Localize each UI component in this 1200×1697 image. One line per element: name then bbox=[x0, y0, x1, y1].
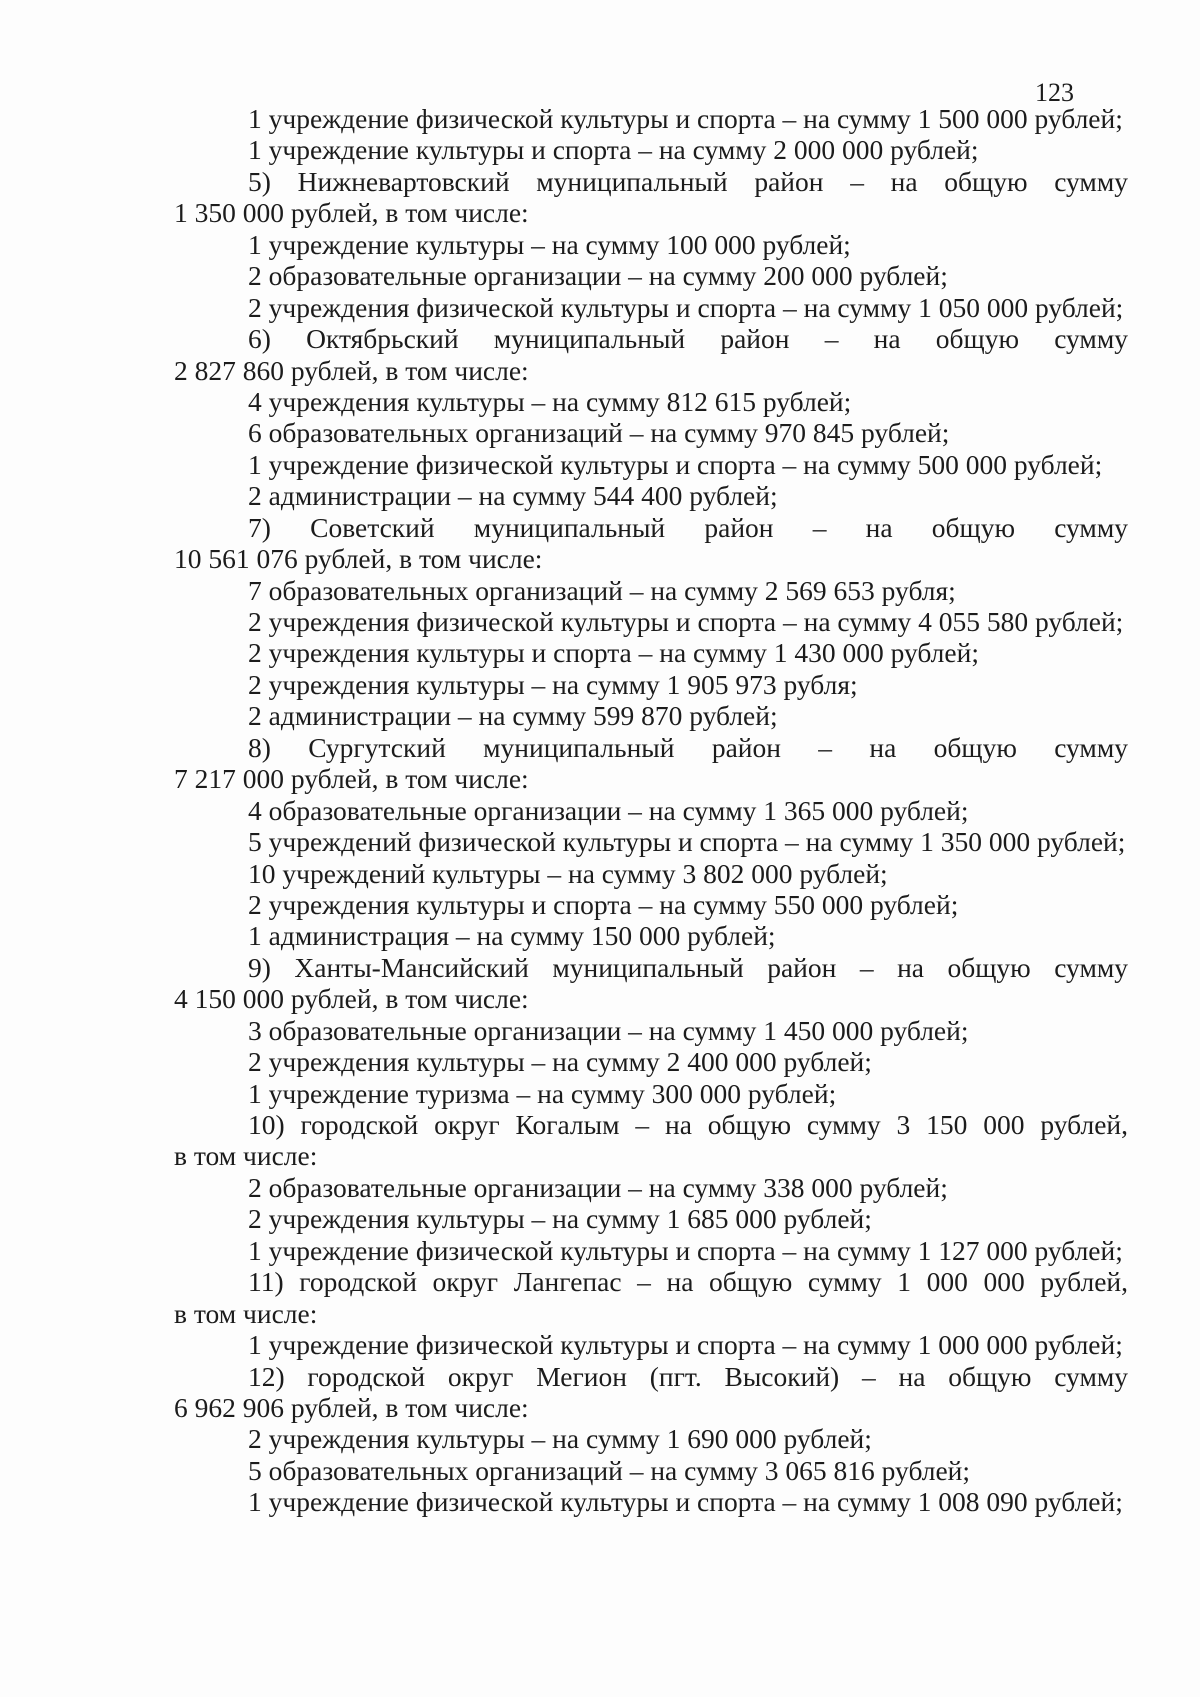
list-item-line: 2 учреждения культуры и спорта – на сумму 1 430 000 рублей; bbox=[248, 637, 979, 669]
paragraph-heading-line: 8) Сургутский муниципальный район – на общую сумму bbox=[248, 731, 1128, 763]
paragraph-continuation-line: 4 150 000 рублей, в том числе: bbox=[174, 983, 529, 1015]
list-item-line: 1 учреждение туризма – на сумму 300 000 рублей; bbox=[248, 1077, 837, 1109]
paragraph-heading-line: 6) Октябрьский муниципальный район – на общую сумму bbox=[248, 323, 1128, 355]
list-item-line: 7 образовательных организаций – на сумму 2 569 653 рубля; bbox=[248, 574, 956, 606]
list-item-line: 6 образовательных организаций – на сумму 970 845 рублей; bbox=[248, 417, 950, 449]
list-item-line: 1 учреждение физической культуры и спорта – на сумму 1 127 000 рублей; bbox=[248, 1234, 1123, 1266]
list-item-line: 5 образовательных организаций – на сумму 3 065 816 рублей; bbox=[248, 1454, 971, 1486]
list-item-line: 2 учреждения физической культуры и спорта – на сумму 4 055 580 рублей; bbox=[248, 606, 1124, 637]
page-number: 123 bbox=[1035, 78, 1074, 107]
paragraph-continuation-line: 2 827 860 рублей, в том числе: bbox=[174, 354, 529, 386]
paragraph-heading-line: 9) Ханты-Мансийский муниципальный район – на общую сумму bbox=[248, 951, 1128, 983]
list-item-line: 2 учреждения культуры – на сумму 1 905 973 рубля; bbox=[248, 668, 858, 700]
document-body bbox=[174, 103, 1128, 1518]
paragraph-continuation-line: 6 962 906 рублей, в том числе: bbox=[174, 1391, 529, 1423]
paragraph-continuation-line: 1 350 000 рублей, в том числе: bbox=[174, 197, 529, 229]
list-item-line: 2 учреждения культуры – на сумму 2 400 000 рублей; bbox=[248, 1046, 872, 1078]
paragraph-continuation-line: 7 217 000 рублей, в том числе: bbox=[174, 763, 529, 795]
paragraph-continuation-line: 10 561 076 рублей, в том числе: bbox=[174, 543, 543, 575]
list-item-line: 2 администрации – на сумму 599 870 рублей; bbox=[248, 700, 778, 732]
paragraph-heading-line: 12) городской округ Мегион (пгт. Высокий) – на общую сумму bbox=[248, 1360, 1128, 1392]
list-item-line: 1 учреждение физической культуры и спорта – на сумму 1 000 000 рублей; bbox=[248, 1329, 1123, 1361]
list-item-line: 10 учреждений культуры – на сумму 3 802 000 рублей; bbox=[248, 857, 888, 889]
paragraph-heading-line: 11) городской округ Лангепас – на общую сумму 1 000 000 рублей, bbox=[248, 1266, 1128, 1298]
list-item-line: 1 учреждение культуры и спорта – на сумму 2 000 000 рублей; bbox=[248, 134, 979, 166]
paragraph-continuation-line: в том числе: bbox=[174, 1140, 318, 1172]
list-item-line: 1 учреждение физической культуры и спорта – на сумму 1 500 000 рублей; bbox=[248, 103, 1123, 134]
list-item-line: 3 образовательные организации – на сумму 1 450 000 рублей; bbox=[248, 1014, 969, 1046]
list-item-line: 2 учреждения культуры – на сумму 1 685 000 рублей; bbox=[248, 1203, 872, 1235]
list-item-line: 1 учреждение физической культуры и спорта – на сумму 500 000 рублей; bbox=[248, 448, 1103, 480]
list-item-line: 1 учреждение культуры – на сумму 100 000 рублей; bbox=[248, 228, 851, 260]
paragraph-heading-line: 5) Нижневартовский муниципальный район – на общую сумму bbox=[248, 165, 1128, 197]
list-item-line: 4 образовательные организации – на сумму 1 365 000 рублей; bbox=[248, 794, 969, 826]
list-item-line: 2 учреждения физической культуры и спорта – на сумму 1 050 000 рублей; bbox=[248, 291, 1124, 323]
list-item-line: 1 учреждение физической культуры и спорта – на сумму 1 008 090 рублей; bbox=[248, 1486, 1123, 1518]
list-item-line: 1 администрация – на сумму 150 000 рублей; bbox=[248, 920, 776, 952]
list-item-line: 2 образовательные организации – на сумму 200 000 рублей; bbox=[248, 260, 948, 292]
list-item-line: 5 учреждений физической культуры и спорта – на сумму 1 350 000 рублей; bbox=[248, 826, 1126, 858]
list-item-line: 2 образовательные организации – на сумму 338 000 рублей; bbox=[248, 1171, 948, 1203]
list-item-line: 2 администрации – на сумму 544 400 рублей; bbox=[248, 480, 778, 512]
list-item-line: 2 учреждения культуры – на сумму 1 690 000 рублей; bbox=[248, 1423, 872, 1455]
list-item-line: 2 учреждения культуры и спорта – на сумму 550 000 рублей; bbox=[248, 888, 959, 920]
paragraph-heading-line: 10) городской округ Когалым – на общую сумму 3 150 000 рублей, bbox=[248, 1109, 1128, 1140]
paragraph-continuation-line: в том числе: bbox=[174, 1297, 318, 1329]
list-item-line: 4 учреждения культуры – на сумму 812 615 рублей; bbox=[248, 385, 852, 417]
paragraph-heading-line: 7) Советский муниципальный район – на общую сумму bbox=[248, 511, 1128, 543]
